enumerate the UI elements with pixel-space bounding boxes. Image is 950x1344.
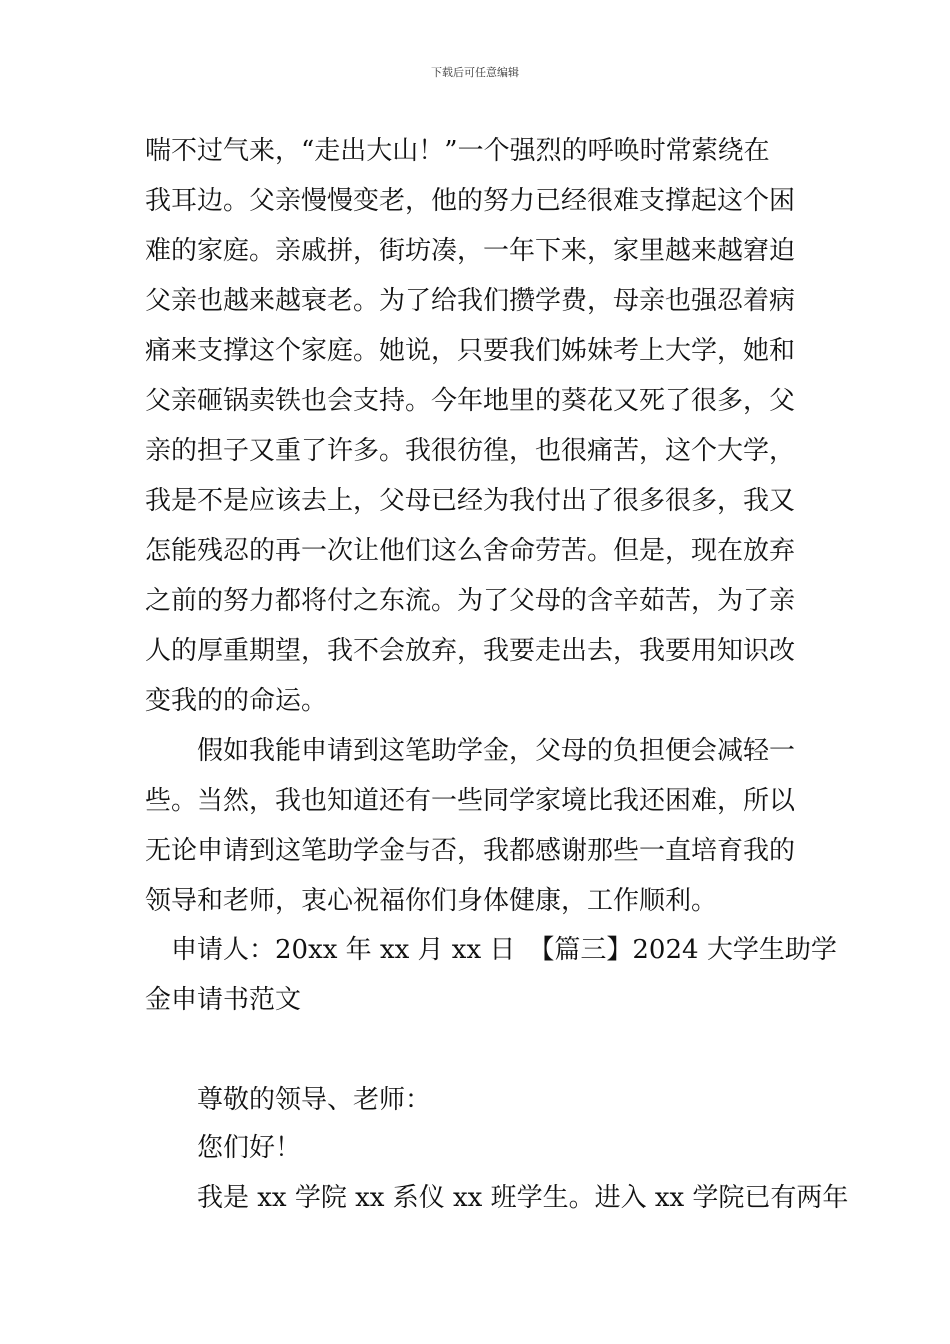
body-line: 我是不是应该去上，父母已经为我付出了很多很多，我又	[145, 486, 796, 516]
section-title-line: 金申请书范文	[145, 985, 302, 1015]
salutation: 尊敬的领导、老师：	[197, 1085, 432, 1115]
body-line: 假如我能申请到这笔助学金，父母的负担便会减轻一	[197, 736, 796, 766]
body-line: 难的家庭。亲戚拼，街坊凑，一年下来，家里越来越窘迫	[145, 236, 796, 266]
signature-line: 申请人：20xx 年 xx 月 xx 日 【篇三】2024 大学生助学	[171, 935, 837, 965]
body-line: 变我的的命运。	[145, 686, 328, 716]
body-line: 亲的担子又重了许多。我很彷徨，也很痛苦，这个大学，	[145, 436, 796, 466]
body-line: 我耳边。父亲慢慢变老，他的努力已经很难支撑起这个困	[145, 186, 796, 216]
greeting: 您们好！	[197, 1133, 302, 1163]
body-line: 怎能残忍的再一次让他们这么舍命劳苦。但是，现在放弃	[145, 536, 796, 566]
body-line: 人的厚重期望，我不会放弃，我要走出去，我要用知识改	[145, 636, 796, 666]
page-header: 下载后可任意编辑	[431, 66, 519, 79]
body-line: 父亲也越来越衰老。为了给我们攒学费，母亲也强忍着病	[145, 286, 796, 316]
body-line: 之前的努力都将付之东流。为了父母的含辛茹苦，为了亲	[145, 586, 796, 616]
body-line: 喘不过气来，“走出大山！”一个强烈的呼唤时常萦绕在	[145, 136, 770, 166]
body-line: 些。当然，我也知道还有一些同学家境比我还困难，所以	[145, 786, 796, 816]
body-line: 我是 xx 学院 xx 系仪 xx 班学生。进入 xx 学院已有两年	[197, 1183, 849, 1213]
body-line: 无论申请到这笔助学金与否，我都感谢那些一直培育我的	[145, 836, 796, 866]
body-line: 父亲砸锅卖铁也会支持。今年地里的葵花又死了很多，父	[145, 386, 796, 416]
body-line: 领导和老师，衷心祝福你们身体健康，工作顺利。	[145, 886, 718, 916]
body-line: 痛来支撑这个家庭。她说，只要我们姊妹考上大学，她和	[145, 336, 796, 366]
